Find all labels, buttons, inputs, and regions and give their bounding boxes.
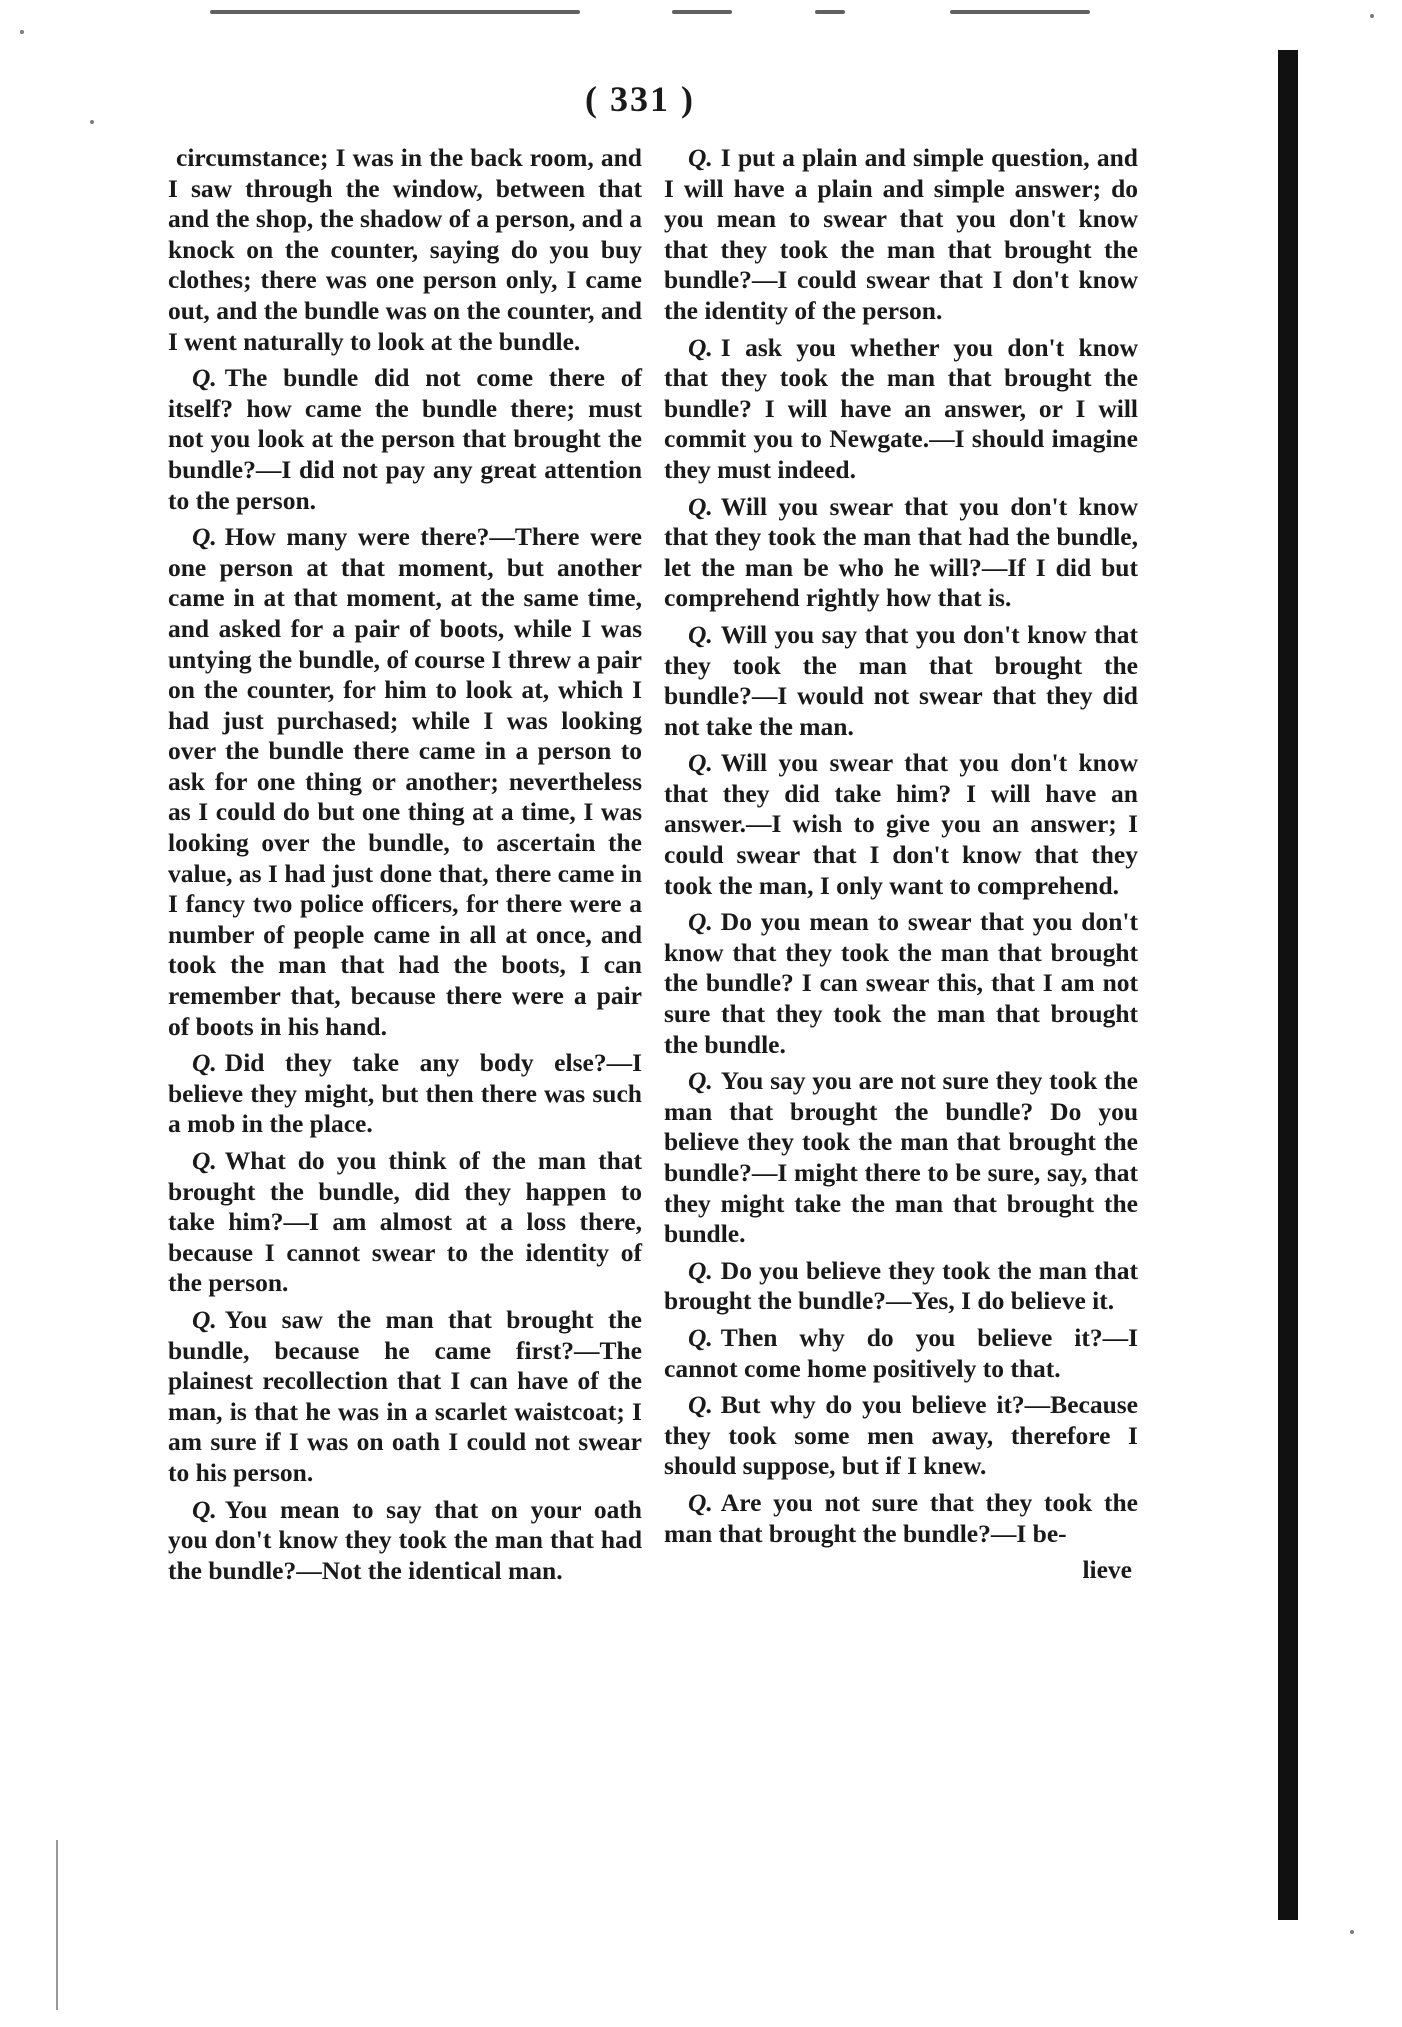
question-label: Q.	[688, 619, 713, 649]
question-label: Q.	[192, 1048, 217, 1078]
paragraph	[664, 748, 1138, 901]
question-label: Q.	[192, 522, 217, 552]
paragraph	[664, 333, 1138, 486]
paragraph-text: circumstance; I was in the back room, and I saw through the window, between that and the shop, the shadow of a person, and a knock on the counter, saying do you buy clothes; there was one person only, I came out, and the bundle was on the counter, and I went naturally to look at the bundle.	[168, 143, 642, 356]
left-column	[168, 143, 642, 1592]
paragraph-text: Then why do you believe it?—I cannot come home positively to that.	[664, 1322, 1138, 1383]
question-label: Q.	[192, 363, 217, 393]
paragraph-text: Will you swear that you don't know that they did take him? I will have an answer.—I wish to give you an answer; I could swear that I don't know that they took the man, I only want to comprehend.	[664, 748, 1138, 900]
right-column	[664, 143, 1138, 1585]
paragraph	[168, 1146, 642, 1299]
paragraph	[168, 1305, 642, 1489]
paragraph-text: What do you think of the man that brought the bundle, did they happen to take him?—I am almost at a loss there, because I cannot swear to the identity of the person.	[168, 1146, 642, 1298]
question-label: Q.	[192, 1146, 217, 1175]
page-number: ( 331 )	[585, 79, 695, 119]
paragraph-text: I ask you whether you don't know that they took the man that brought the bundle? I will have an answer, or I will commit you to Newgate.—I should imagine they must indeed.	[664, 332, 1138, 484]
question-label: Q.	[688, 1322, 713, 1352]
question-label: Q.	[688, 1487, 713, 1517]
question-label: Q.	[192, 1304, 217, 1334]
paragraph-text: How many were there?—There were one person at that moment, but another came in at that moment, at the same time, and asked for a pair of boots, while I was untying the bundle, of course I threw a pair on the counter, for him to look at, which I had just purchased; while I was looking over the bundle there came in a person to ask for one thing or another; nevertheless as I could do but one thing at a time, I was looking over the bundle, to ascertain the value, as I had just done that, there came in I fancy two police officers, for there were a number of people came in all at once, and took the man that had the boots, I can remember that, because there were a pair of boots in his hand.	[168, 522, 642, 1041]
paragraph-text: Did they take any body else?—I believe they might, but then there was such a mob in the place.	[168, 1048, 642, 1139]
paragraph	[664, 1066, 1138, 1250]
question-label: Q.	[192, 1494, 217, 1524]
binding-edge-shadow	[1278, 50, 1298, 1920]
question-label: Q.	[688, 907, 713, 937]
paragraph	[168, 363, 642, 516]
paragraph	[664, 1390, 1138, 1482]
paragraph-text: Will you swear that you don't know that they took the man that had the bundle, let the man be who he will?—If I did but comprehend rightly how that is.	[664, 491, 1138, 613]
question-label: Q.	[688, 1066, 713, 1096]
top-scan-rule	[672, 10, 732, 14]
paragraph	[664, 1323, 1138, 1384]
top-scan-rule	[950, 10, 1090, 14]
paragraph	[664, 143, 1138, 327]
paragraph-text: Do you mean to swear that you don't know that they took the man that brought the bundle? I can swear this, that I am not sure that they took the man that brought the bundle.	[664, 907, 1138, 1059]
question-label: Q.	[688, 491, 713, 521]
scan-speck	[1350, 1930, 1354, 1934]
question-label: Q.	[688, 1390, 713, 1420]
question-label: Q.	[688, 143, 713, 172]
question-label: Q.	[688, 332, 713, 362]
paragraph	[168, 143, 642, 357]
scan-speck	[20, 30, 24, 34]
paragraph	[664, 907, 1138, 1060]
paragraph-text: I put a plain and simple question, and I will have a plain and simple answer; do you mean to swear that you don't know that they took the man that brought the bundle?—I could swear that I don't know the identity of the person.	[664, 143, 1138, 325]
catchword: lieve	[1082, 1555, 1132, 1585]
top-scan-rule	[210, 10, 580, 14]
paragraph-text: Do you believe they took the man that brought the bundle?—Yes, I do believe it.	[664, 1255, 1138, 1316]
paragraph	[168, 1048, 642, 1140]
paragraph	[664, 1256, 1138, 1317]
paragraph-text: Will you say that you don't know that they took the man that brought the bundle?—I would not swear that they did not take the man.	[664, 619, 1138, 741]
paragraph-text: You saw the man that brought the bundle, because he came first?—The plainest recollection that I can have of the man, is that he was in a scarlet waistcoat; I am sure if I was on oath I could not swear to his person.	[168, 1304, 642, 1487]
paragraph	[664, 1488, 1138, 1549]
paragraph	[664, 492, 1138, 614]
paragraph-text: Are you not sure that they took the man that brought the bundle?—I be-	[664, 1487, 1138, 1548]
paragraph-text: The bundle did not come there of itself? how came the bundle there; must not you look at the person that brought the bundle?—I did not pay any great attention to the person.	[168, 363, 642, 515]
scan-speck	[1370, 14, 1374, 18]
question-label: Q.	[688, 748, 713, 778]
question-label: Q.	[688, 1255, 713, 1285]
margin-scan-mark	[56, 1840, 64, 2010]
paragraph	[664, 620, 1138, 742]
scan-speck	[90, 120, 94, 124]
paragraph-text: But why do you believe it?—Because they took some men away, therefore I should suppose, but if I knew.	[664, 1390, 1138, 1481]
paragraph	[168, 522, 642, 1042]
paragraph	[168, 1495, 642, 1587]
paragraph-text: You mean to say that on your oath you don't know they took the man that had the bundle?—Not the identical man.	[168, 1494, 642, 1585]
paragraph-text: You say you are not sure they took the man that brought the bundle? Do you believe they took the man that brought the bundle?—I might there to be sure, say, that they might take the man that brought the bundle.	[664, 1066, 1138, 1249]
top-scan-rule	[815, 10, 845, 14]
